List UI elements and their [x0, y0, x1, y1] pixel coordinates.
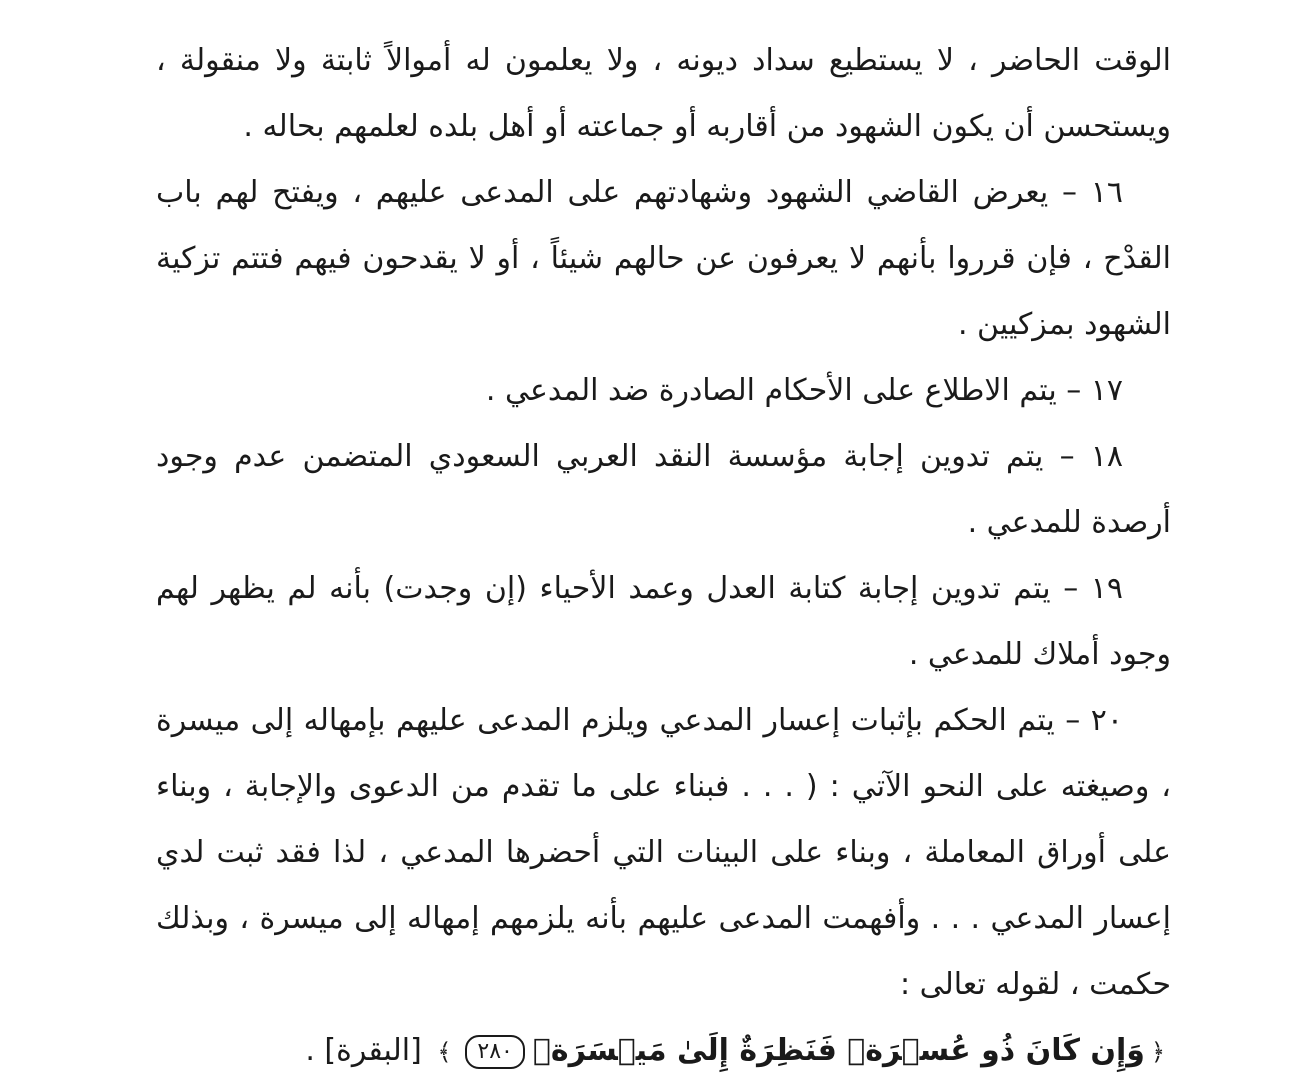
verse-source: [البقرة] . — [305, 1033, 422, 1068]
paragraph-item-16: ١٦ – يعرض القاضي الشهود وشهادتهم على المدعى عليهم ، ويفتح لهم باب القدْح ، فإن قرروا بأنهم لا يعرفون عن حالهم شيئاً ، أو لا يقدحون فيهم فتتم تزكية الشهود بمزكيين . — [156, 175, 1171, 342]
paragraph-intro: الوقت الحاضر ، لا يستطيع سداد ديونه ، ولا يعلمون له أموالاً ثابتة ولا منقولة ، ويستحسن أن يكون الشهود من أقاربه أو جماعته أو أهل بلده لعلمهم بحاله . — [156, 43, 1171, 144]
quran-verse-line — [156, 1018, 1171, 1085]
document-page — [156, 28, 1171, 1085]
ayah-number-badge: ٢٨٠ — [465, 1035, 524, 1069]
paragraph-item-18: ١٨ – يتم تدوين إجابة مؤسسة النقد العربي السعودي المتضمن عدم وجود أرصدة للمدعي . — [156, 439, 1171, 540]
paragraph-item-19: ١٩ – يتم تدوين إجابة كتابة العدل وعمد الأحياء (إن وجدت) بأنه لم يظهر لهم وجود أملاك للمدعي . — [156, 571, 1171, 672]
verse-open-ornament: ﴿ — [1150, 1038, 1165, 1066]
verse-close-ornament: ﴾ — [437, 1038, 452, 1066]
paragraph-item-17: ١٧ – يتم الاطلاع على الأحكام الصادرة ضد المدعي . — [485, 373, 1123, 408]
paragraph-item-20: ٢٠ – يتم الحكم بإثبات إعسار المدعي ويلزم المدعى عليهم بإمهاله إلى ميسرة ، وصيغته على النحو الآتي : ( . . . فبناء على ما تقدم من الدعوى والإجابة ، وبناء على أوراق المعاملة ، وبناء على البينات التي أحضرها المدعي ، لذا فقد ثبت لدي إعسار المدعي . . . وأفهمت المدعى عليهم بأنه يلزمهم إمهاله إلى ميسرة ، وبذلك حكمت ، لقوله تعالى : — [156, 703, 1171, 1002]
verse-text: وَإِن كَانَ ذُو عُسۡرَةٖ فَنَظِرَةٌ إِلَىٰ مَيۡسَرَةٖ — [532, 1033, 1145, 1068]
